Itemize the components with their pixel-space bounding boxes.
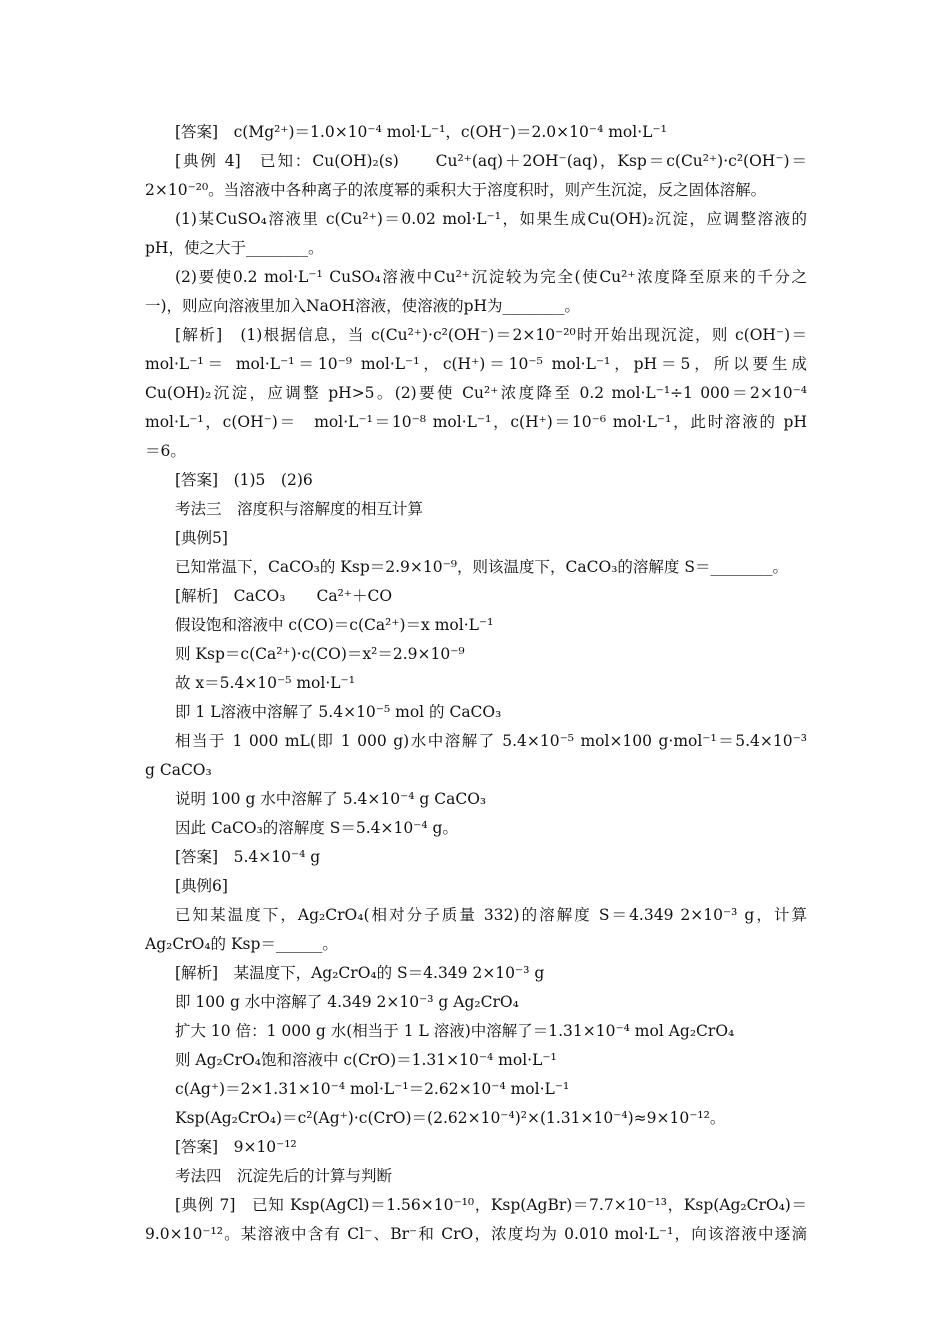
- question-1: (1)某CuSO₄溶液里 c(Cu²⁺)＝0.02 mol·L⁻¹，如果生成Cu(OH)₂沉淀，应调整溶液的: [175, 210, 807, 228]
- analysis-line: 假设饱和溶液中 c(CO)＝c(Ca²⁺)＝x mol·L⁻¹: [175, 616, 494, 634]
- section-heading-4: 考法四 沉淀先后的计算与判断: [175, 1167, 393, 1185]
- analysis-line: 即 1 L溶液中溶解了 5.4×10⁻⁵ mol 的 CaCO₃: [175, 703, 502, 721]
- question-2: (2)要使0.2 mol·L⁻¹ CuSO₄溶液中Cu²⁺沉淀较为完全(使Cu²⁺浓度降至原来的千分之: [175, 268, 807, 286]
- analysis-line: g CaCO₃: [145, 761, 212, 779]
- example-5-text: 已知常温下，CaCO₃的 Ksp＝2.9×10⁻⁹，则该温度下，CaCO₃的溶解度 S＝________。: [175, 558, 788, 576]
- analysis-line: 即 100 g 水中溶解了 4.349 2×10⁻³ g Ag₂CrO₄: [175, 993, 519, 1011]
- example-6-text: 已知某温度下，Ag₂CrO₄(相对分子质量 332)的溶解度 S＝4.349 2×10⁻³ g，计算: [175, 906, 807, 924]
- analysis-line: 说明 100 g 水中溶解了 5.4×10⁻⁴ g CaCO₃: [175, 790, 487, 808]
- analysis-line: c(Ag⁺)＝2×1.31×10⁻⁴ mol·L⁻¹＝2.62×10⁻⁴ mol·L⁻¹: [175, 1080, 570, 1098]
- answer-line: [答案] 5.4×10⁻⁴ g: [175, 848, 321, 866]
- analysis-line: 则 Ag₂CrO₄饱和溶液中 c(CrO)＝1.31×10⁻⁴ mol·L⁻¹: [175, 1051, 557, 1069]
- analysis-line: [解析] (1)根据信息，当 c(Cu²⁺)·c²(OH⁻)＝2×10⁻²⁰时开始出现沉淀，则 c(OH⁻)＝: [175, 326, 807, 344]
- example-7-text: 9.0×10⁻¹²。某溶液中含有 Cl⁻、Br⁻和 CrO，浓度均为 0.010 mol·L⁻¹，向该溶液中逐滴: [145, 1225, 807, 1243]
- question-1-cont: pH，使之大于________。: [145, 239, 324, 257]
- answer-line: [答案] c(Mg²⁺)＝1.0×10⁻⁴ mol·L⁻¹，c(OH⁻)＝2.0×10⁻⁴ mol·L⁻¹: [175, 123, 667, 141]
- analysis-line: Cu(OH)₂沉淀，应调整 pH>5。(2)要使 Cu²⁺浓度降至 0.2 mol·L⁻¹÷1 000＝2×10⁻⁴: [145, 384, 807, 402]
- analysis-line: mol·L⁻¹＝ mol·L⁻¹＝10⁻⁹ mol·L⁻¹，c(H⁺)＝10⁻⁵ mol·L⁻¹，pH＝5，所以要生成: [145, 355, 807, 373]
- analysis-line: ＝6。: [145, 442, 186, 460]
- analysis-line: 扩大 10 倍：1 000 g 水(相当于 1 L 溶液)中溶解了＝1.31×10⁻⁴ mol Ag₂CrO₄: [175, 1022, 735, 1040]
- analysis-line: 故 x＝5.4×10⁻⁵ mol·L⁻¹: [175, 674, 355, 692]
- question-2-cont: 一)，则应向溶液里加入NaOH溶液，使溶液的pH为________。: [145, 297, 581, 315]
- example-6-heading: [典例6]: [175, 877, 228, 895]
- example-4-text: 2×10⁻²⁰。当溶液中各种离子的浓度幂的乘积大于溶度积时，则产生沉淀，反之固体溶解。: [145, 181, 767, 199]
- analysis-line: [解析] 某温度下，Ag₂CrO₄的 S＝4.349 2×10⁻³ g: [175, 964, 545, 982]
- answer-line: [答案] (1)5 (2)6: [175, 471, 313, 489]
- analysis-line: mol·L⁻¹，c(OH⁻)＝ mol·L⁻¹＝10⁻⁸ mol·L⁻¹，c(H⁺)＝10⁻⁶ mol·L⁻¹，此时溶液的 pH: [145, 413, 807, 431]
- answer-line: [答案] 9×10⁻¹²: [175, 1138, 297, 1156]
- example-7-heading: [典例 7] 已知 Ksp(AgCl)＝1.56×10⁻¹⁰，Ksp(AgBr)＝7.7×10⁻¹³，Ksp(Ag₂CrO₄)＝: [175, 1196, 807, 1214]
- analysis-line: [解析] CaCO₃ Ca²⁺＋CO: [175, 587, 393, 605]
- example-5-heading: [典例5]: [175, 529, 228, 547]
- section-heading-3: 考法三 溶度积与溶解度的相互计算: [175, 500, 424, 518]
- analysis-line: 则 Ksp＝c(Ca²⁺)·c(CO)＝x²＝2.9×10⁻⁹: [175, 645, 465, 663]
- example-4-heading: [典例 4] 已知：Cu(OH)₂(s) Cu²⁺(aq)＋2OH⁻(aq)，Ksp＝c(Cu²⁺)·c²(OH⁻)＝: [175, 152, 807, 170]
- analysis-line: 因此 CaCO₃的溶解度 S＝5.4×10⁻⁴ g。: [175, 819, 458, 837]
- analysis-line: Ksp(Ag₂CrO₄)＝c²(Ag⁺)·c(CrO)＝(2.62×10⁻⁴)²×(1.31×10⁻⁴)≈9×10⁻¹²。: [175, 1109, 726, 1127]
- example-6-text-cont: Ag₂CrO₄的 Ksp＝______。: [145, 935, 338, 953]
- analysis-line: 相当于 1 000 mL(即 1 000 g)水中溶解了 5.4×10⁻⁵ mol×100 g·mol⁻¹＝5.4×10⁻³: [175, 732, 807, 750]
